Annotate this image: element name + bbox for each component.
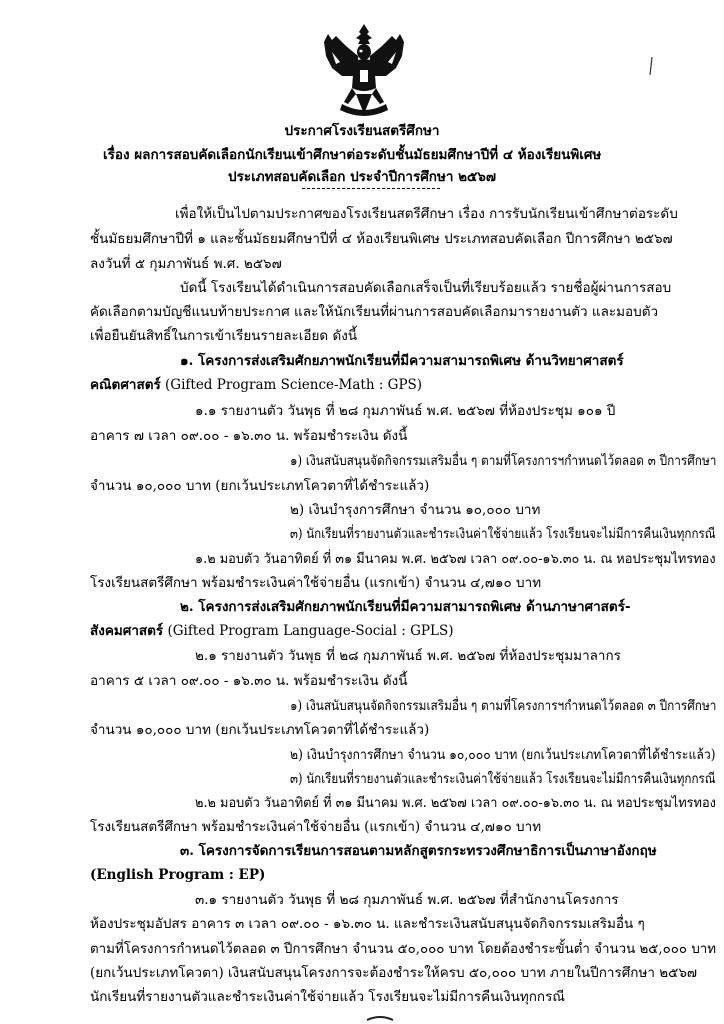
section-2-subheading-en: (Gifted Program Language-Social : GPLS) xyxy=(163,623,454,639)
subject-line-1: เรื่อง ผลการสอบคัดเลือกนักเรียนเข้าศึกษาต่อระดับชั้นมัธยมศึกษาปีที่ ๔ ห้องเรียนพิเศษ xyxy=(103,147,602,163)
section-1-line: ๑) เงินสนับสนุนจัดกิจกรรมเสริมอื่น ๆ ตามที่โครงการฯกำหนดไว้ตลอด ๓ ปีการศึกษา xyxy=(290,453,717,469)
subject-line-2: ประเภทสอบคัดเลือก ประจำปีการศึกษา ๒๕๖๗ xyxy=(228,169,496,185)
section-3-line: (ยกเว้นประเภทโควตา) เงินสนับสนุนโครงการจะต้องชำระให้ครบ ๕๐,๐๐๐ บาท ภายในปีการศึกษา ๒๕๖๗ xyxy=(90,965,698,981)
intro-line: เพื่อยืนยันสิทธิ์ในการเข้าเรียนรายละเอียด ดังนี้ xyxy=(90,328,358,344)
section-2-line: ๑) เงินสนับสนุนจัดกิจกรรมเสริมอื่น ๆ ตามที่โครงการฯกำหนดไว้ตลอด ๓ ปีการศึกษา xyxy=(290,698,717,714)
section-2-line: ๓) นักเรียนที่รายงานตัวและชำระเงินค่าใช้จ่ายแล้ว โรงเรียนจะไม่มีการคืนเงินทุกกรณี xyxy=(290,771,716,787)
section-2-line: ๒.๑ รายงานตัว วันพุธ ที่ ๒๘ กุมภาพันธ์ พ.ศ. ๒๕๖๗ ที่ห้องประชุมมาลากร xyxy=(195,648,621,664)
intro-line: เพื่อให้เป็นไปตามประกาศของโรงเรียนสตรีศึกษา เรื่อง การรับนักเรียนเข้าศึกษาต่อระดับ xyxy=(175,206,678,222)
section-1-line: ๒) เงินบำรุงการศึกษา จำนวน ๑๐,๐๐๐ บาท xyxy=(290,502,541,518)
intro-line: คัดเลือกตามบัญชีแนบท้ายประกาศ และให้นักเรียนที่ผ่านการสอบคัดเลือกมารายงานตัว และมอบตัว xyxy=(90,304,659,320)
section-1-line: โรงเรียนสตรีศึกษา พร้อมชำระเงินค่าใช้จ่ายอื่น (แรกเข้า) จำนวน ๔,๗๑๐ บาท xyxy=(90,575,542,591)
intro-line: ลงวันที่ ๕ กุมภาพันธ์ พ.ศ. ๒๕๖๗ xyxy=(90,256,282,272)
section-3-line: ๓.๑ รายงานตัว วันพุธ ที่ ๒๘ กุมภาพันธ์ พ.ศ. ๒๕๖๗ ที่สำนักงานโครงการ xyxy=(195,892,619,908)
page-bottom-mark-icon xyxy=(365,1014,395,1022)
section-1-line: อาคาร ๗ เวลา ๐๙.๐๐ - ๑๖.๓๐ น. พร้อมชำระเงิน ดังนี้ xyxy=(90,428,408,444)
section-3-line: ห้องประชุมอัปสร อาคาร ๓ เวลา ๐๙.๐๐ - ๑๖.๓๐ น. และชำระเงินสนับสนุนจัดกิจกรรมเสริมอื่น ๆ xyxy=(90,916,645,932)
section-2-subheading-th: สังคมศาสตร์ xyxy=(90,623,164,639)
section-2-line: ๒) เงินบำรุงการศึกษา จำนวน ๑๐,๐๐๐ บาท (ยกเว้นประเภทโควตาที่ได้ชำระแล้ว) xyxy=(290,747,716,763)
section-3-line: ตามที่โครงการกำหนดไว้ตลอด ๓ ปีการศึกษา จำนวน ๕๐,๐๐๐ บาท โดยต้องชำระขั้นต่ำ จำนวน ๒๕,๐๐๐ บาท xyxy=(90,941,717,957)
intro-line: ชั้นมัธยมศึกษาปีที่ ๑ และชั้นมัธยมศึกษาปีที่ ๔ ห้องเรียนพิเศษ ประเภทสอบคัดเลือก ปีการศึกษา ๒๕๖๗ xyxy=(90,231,673,247)
section-2-subheading xyxy=(90,622,453,640)
section-2-line: ๒.๒ มอบตัว วันอาทิตย์ ที่ ๓๑ มีนาคม พ.ศ. ๒๕๖๗ เวลา ๐๙.๐๐-๑๖.๓๐ น. ณ หอประชุมไทรทอง xyxy=(195,795,716,811)
section-2-line: จำนวน ๑๐,๐๐๐ บาท (ยกเว้นประเภทโควตาที่ได้ชำระแล้ว) xyxy=(90,722,430,738)
header-divider xyxy=(302,188,440,189)
section-1-line: ๑.๒ มอบตัว วันอาทิตย์ ที่ ๓๑ มีนาคม พ.ศ. ๒๕๖๗ เวลา ๐๙.๐๐-๑๖.๓๐ น. ณ หอประชุมไทรทอง xyxy=(195,551,716,567)
section-1-line: ๓) นักเรียนที่รายงานตัวและชำระเงินค่าใช้จ่ายแล้ว โรงเรียนจะไม่มีการคืนเงินทุกกรณี xyxy=(290,526,716,542)
section-1-line: ๑.๑ รายงานตัว วันพุธ ที่ ๒๘ กุมภาพันธ์ พ.ศ. ๒๕๖๗ ที่ห้องประชุม ๑๐๑ ปี xyxy=(195,403,616,419)
section-2-line: อาคาร ๕ เวลา ๐๙.๐๐ - ๑๖.๓๐ น. พร้อมชำระเงิน ดังนี้ xyxy=(90,673,408,689)
section-1-subheading-th: คณิตศาสตร์ xyxy=(90,377,161,393)
section-1-subheading-en: (Gifted Program Science-Math : GPS) xyxy=(160,377,423,393)
section-2-line: โรงเรียนสตรีศึกษา พร้อมชำระเงินค่าใช้จ่ายอื่น (แรกเข้า) จำนวน ๔,๗๑๐ บาท xyxy=(90,819,542,835)
announcement-title: ประกาศโรงเรียนสตรีศึกษา xyxy=(284,123,440,139)
stray-mark-icon xyxy=(648,56,654,76)
section-1-heading: ๑. โครงการส่งเสริมศักยภาพนักเรียนที่มีความสามารถพิเศษ ด้านวิทยาศาสตร์ xyxy=(180,353,624,369)
section-3-subheading: (English Program : EP) xyxy=(90,867,266,883)
section-3-heading: ๓. โครงการจัดการเรียนการสอนตามหลักสูตรกระทรวงศึกษาธิการเป็นภาษาอังกฤษ xyxy=(180,843,657,859)
intro-line: บัดนี้ โรงเรียนได้ดำเนินการสอบคัดเลือกเสร็จเป็นที่เรียบร้อยแล้ว รายชื่อผู้ผ่านการสอบ xyxy=(180,280,672,296)
section-2-heading: ๒. โครงการส่งเสริมศักยภาพนักเรียนที่มีความสามารถพิเศษ ด้านภาษาศาสตร์- xyxy=(180,599,631,615)
garuda-emblem-icon xyxy=(318,22,410,122)
section-1-line: จำนวน ๑๐,๐๐๐ บาท (ยกเว้นประเภทโควตาที่ได้ชำระแล้ว) xyxy=(90,478,430,494)
section-1-subheading xyxy=(90,376,422,394)
section-3-line: นักเรียนที่รายงานตัวและชำระเงินค่าใช้จ่ายแล้ว โรงเรียนจะไม่มีการคืนเงินทุกกรณี xyxy=(90,989,565,1005)
